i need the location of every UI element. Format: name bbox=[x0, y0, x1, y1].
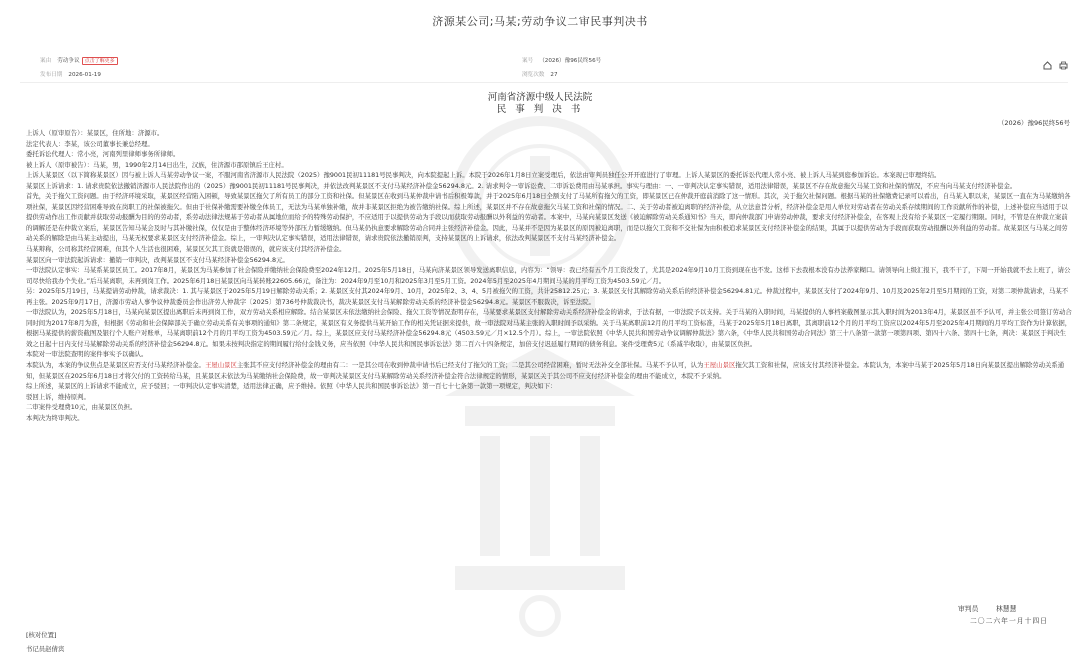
court-name: 河南省济源中级人民法院 bbox=[487, 92, 593, 103]
meta-case-number-value: （2026）豫96民终56号 bbox=[539, 58, 602, 64]
meta-publish-date-value: 2026-01-19 bbox=[68, 72, 101, 78]
header-divider bbox=[20, 82, 1068, 83]
meta-publish-date bbox=[40, 71, 101, 79]
meta-views-value: 27 bbox=[550, 72, 558, 78]
judgment-paragraph: 被上诉人（原审被告）：马某，男，1990年2月14日出生，汉族，住济源市邵原镇后王庄村。 bbox=[26, 160, 288, 169]
clerk-name: 书记员赵倩宾 bbox=[26, 645, 65, 653]
judgment-paragraph: 法定代表人：李某，该公司董事长兼总经理。 bbox=[26, 139, 154, 148]
judgment-body bbox=[26, 128, 1072, 423]
judgment-paragraph: 本判决为终审判决。 bbox=[26, 413, 84, 422]
judge-role: 审判员 bbox=[958, 605, 979, 613]
judgment-paragraph: 一审法院认定事实：马某系某景区员工。2017年8月，某景区为马某参加了社会保险并缴纳社会保险费至2024年12月。2025年5月18日，马某向济某景区领导发送离职信息，内容为：“领导：我已经有五个月工资没发了，尤其是2024年9月10月工资到现在也不发。这样下去我根本没有办法养家糊口。请领导向上级汇报下，我不干了，下周一开始我就不去上班了，请公司尽快给我办个失业。”后马某离职，未再到岗工作。2025年6月18日某景区向马某转账22605.66元，备注为：2024年9月至10月和2025年3月至5月工资。2024年5月至2025年4月期间马某的月平均工资为4503.59元／月。 bbox=[26, 266, 1071, 285]
meta-cause-label: 案由 bbox=[40, 58, 52, 64]
judgment-paragraph: 首先，关于拖欠工资问题。由于经济环境采取，某景区经营陷入困顿，导致某景区拖欠了所有员工的部分工资和社保。但某景区在收到马某仲裁申请书后积极筹款，并于2025年6月18日全额支付了马某所有拖欠的工资，即某景区已在仲裁开庭前消除了这一情形。其次，关于拖欠社保问题。根据马某的社保缴费记录可以看出，自马某入职以来，某景区一直在为马某缴纳各项社保，某景区因经营困难导致在岗职工的社保被拖欠。但由于社保补缴需要补缴全体员工，无法为马某单独补缴，故并非某景区拒绝为被告缴纳社保。综上所述，某景区并不存在故意拖欠马某工资和社保的情况。二、关于劳动者被迫离职的经济补偿，从立法意旨分析，经济补偿金是用人单位对劳动者在劳动关系存续期间的工作贡献所作的补偿，上述补偿应当适用于以提供劳动作出工作贡献并获取劳动报酬为目的的劳动者，系劳动法律法规基于劳动者从属地位而给予的特殊劳动保护，不应适用于以提供劳动为手段以而获取劳动报酬以外利益的劳动者。本案中，马某向某景区发送《被迫解除劳动关系通知书》当天，即向仲裁部门申请劳动仲裁，要求支付经济补偿金，在客观上没有给予某景区一定履行期限。同时，不管是在仲裁立案前的调解还是在仲裁立案后，某景区告知马某会及时与其补缴社保，仅仅是由于整体经济环境等外部压力暂缓缴纳。但马某仍执意要求解除劳动合同并主张经济补偿金。因此，马某并不是因为某景区的原因被迫离职，而是以拖欠工资和不交社保为由积极追求某景区支付经济补偿金的结果，其属于以提供劳动为手段而获取劳动报酬以外利益的劳动者。故某景区与马某之间劳动关系的解除是由马某主动提出，马某无权要求某景区支付经济补偿金。综上，一审判决认定事实错误，适用法律错误，请求贵院依法撤销原判，支持某景区的上诉请求，依法改判某景区不支付马某经济补偿金。 bbox=[26, 192, 1071, 243]
judgment-paragraph: 驳回上诉，维持原判。 bbox=[26, 392, 90, 401]
judgment-paragraph: 马某辩称，公司称其经营困难，但其个人生活也很困难，某景区欠其工资就是错误的，就应该支付其经济补偿金。 bbox=[26, 245, 346, 254]
learn-more-badge[interactable]: 点击了解更多 bbox=[82, 57, 118, 65]
meta-views-label: 浏览次数 bbox=[522, 72, 545, 78]
highlighted-term[interactable]: 王屋山景区 bbox=[204, 361, 237, 370]
judge-signature bbox=[958, 603, 1016, 613]
judgment-paragraph: 另：2025年5月19日，马某提请劳动仲裁，请求裁决：1. 其与某景区于2025年5月19日解除劳动关系；2. 某景区支付其2024年9月、10月，2025年2、3、4、5月被拖欠的工资，共计25812.25元；3. 某景区支付其解除劳动关系后的经济补偿金56294.81元。仲裁过程中，某景区支付了2024年9月、10月及2025年2月至5月期间的工资，对第二项仲裁请求，马某不再主张。2025年9月17日，济源市劳动人事争议仲裁委员会作出济劳人仲裁字〔2025〕第736号仲裁裁决书，裁决某景区支付马某解除劳动关系的经济补偿金56294.8元。某景区不服裁决，诉至法院。 bbox=[26, 287, 1069, 306]
meta-publish-date-label: 发布日期 bbox=[40, 72, 63, 78]
judgment-paragraph: 某景区向一审法院起诉请求：撤销一审判决，改判某景区不支付马某经济补偿金56294.8元。 bbox=[26, 255, 289, 264]
judgment-paragraph: 某景区上诉请求：1. 请求贵院依法撤销济源市人民法院作出的（2025）豫9001民初11181号民事判决，并依法改判某景区不支付马某经济补偿金56294.8元。2. 请求判令一审诉讼费、二审诉讼费用由马某承担。事实与理由：一、一审判决认定事实错误，适用法律错误，某景区不存在故意拖欠马某工资和社保的情况，不应当向马某支付经济补偿金。 bbox=[26, 181, 1017, 190]
judgment-paragraph: 本院对一审法院查明的案件事实予以确认。 bbox=[26, 350, 148, 359]
judgment-paragraph: 本院认为，本案的争议焦点是某景区应否支付马某经济补偿金。王屋山景区主张其不应支付经济补偿金的理由有二：一是其公司在收到仲裁申请书后已经支付了拖欠的工资；二是其公司经营困难，暂时无法补交全部社保。马某不予认可，认为王屋山景区拖欠其工资和社保，应该支付其经济补偿金。本院认为，本案中马某于2025年5月18日向某景区提出解除劳动关系通知，但某景区在2025年6月18日才将欠付的工资转给马某，且某景区未依法为马某缴纳社会保险费，故一审判决某景区支付马某解除劳动关系经济补偿金符合法律规定的情形，某景区关于其公司不应支付经济补偿金的理由不能成立，本院不予采纳。 bbox=[26, 361, 1065, 380]
judgment-paragraph: 二审案件受理费10元，由某景区负担。 bbox=[26, 403, 137, 412]
judgment-paragraph: 上诉人某景区（以下简称某景区）因与被上诉人马某劳动争议一案，不服河南省济源市人民法院（2025）豫9001民初11181号民事判决，向本院提起上诉。本院于2026年1月8日立案受理后，依法由审判员独任公开开庭进行了审理。上诉人某景区的委托诉讼代理人常小亮、被上诉人马某到庭参加诉讼。本案现已审理终结。 bbox=[26, 171, 941, 180]
document-title: 济源某公司;马某;劳动争议二审民事判决书 bbox=[432, 15, 648, 28]
meta-cause-value: 劳动争议 bbox=[57, 58, 80, 64]
collect-icon[interactable] bbox=[1043, 61, 1052, 70]
meta-case-number-label: 案号 bbox=[522, 58, 534, 64]
judgment-paragraph: 综上所述，某景区的上诉请求不能成立，应予驳回；一审判决认定事实清楚，适用法律正确，应予维持。依照《中华人民共和国民事诉讼法》第一百七十七条第一款第一项规定，判决如下： bbox=[26, 382, 557, 391]
meta-case-number bbox=[522, 57, 601, 65]
judgment-paragraph: 上诉人（原审原告）：某景区，住所地：济源市。 bbox=[26, 129, 164, 137]
verify-location-link[interactable]: [核对位置] bbox=[26, 631, 57, 639]
judge-name: 林慧慧 bbox=[996, 605, 1017, 613]
document-kind: 民 事 判 决 书 bbox=[496, 104, 584, 115]
meta-cause bbox=[40, 57, 118, 65]
judgment-paragraph: 一审法院认为，2025年5月18日，马某向某景区提出离职后未再到岗工作，双方劳动关系相应解除。结合某景区未依法缴纳社会保险、拖欠工资等情况查明存在，马某要求某景区支付解除劳动关系经济补偿金的请求，于法有据，一审法院予以支持。关于马某的入职时间，马某提供的人事档案截图显示其入职时间为2013年4月，某景区虽不予认可，并主张公司签订劳动合同时间为2017年8月为准，但根据《劳动和社会保障部关于确立劳动关系有关事项的通知》第二条规定，某景区有义务提供马某开始工作的相关凭证据来提供，故一审法院对马某主张的入职时间予以采纳。关于马某离职前12月的月平均工资标准，马某于2025年5月18日离职，其离职前12个月的月平均工资应以2024年5月至2025年4月期间的月平均工资作为计算依据，根据马某提供的薪资截图及银行个人账户对账单，马某离职前12个月的月平均工资为4503.59元／月。综上，某景区应支付马某经济补偿金56294.8元（4503.59元／月×12.5个月）。综上，一审法院依照《中华人民共和国劳动争议调解仲裁法》第六条，《中华人民共和国劳动合同法》第三十八条第一款第一项第四项、第四十六条、第四十七条，判决：某景区于判决生效之日起十日内支付马某解除劳动关系的经济补偿金56294.8元。如果未按判决指定的期间履行给付金钱义务，应当依照《中华人民共和国民事诉讼法》第二百六十四条规定，加倍支付迟延履行期间的债务利息。案件受理费5元（系减半收取），由某景区负担。 bbox=[26, 308, 1072, 348]
highlighted-term[interactable]: 王屋山景区 bbox=[703, 361, 736, 370]
case-number: （2026）豫96民终56号 bbox=[997, 119, 1070, 127]
doc-toolbar bbox=[1043, 61, 1068, 70]
judgment-paragraph: 委托诉讼代理人：常小亮，河南列里律师事务所律师。 bbox=[26, 150, 180, 159]
judgment-date: 二〇二六年一月十四日 bbox=[970, 617, 1048, 625]
print-icon[interactable] bbox=[1059, 61, 1068, 70]
meta-views bbox=[522, 71, 558, 79]
